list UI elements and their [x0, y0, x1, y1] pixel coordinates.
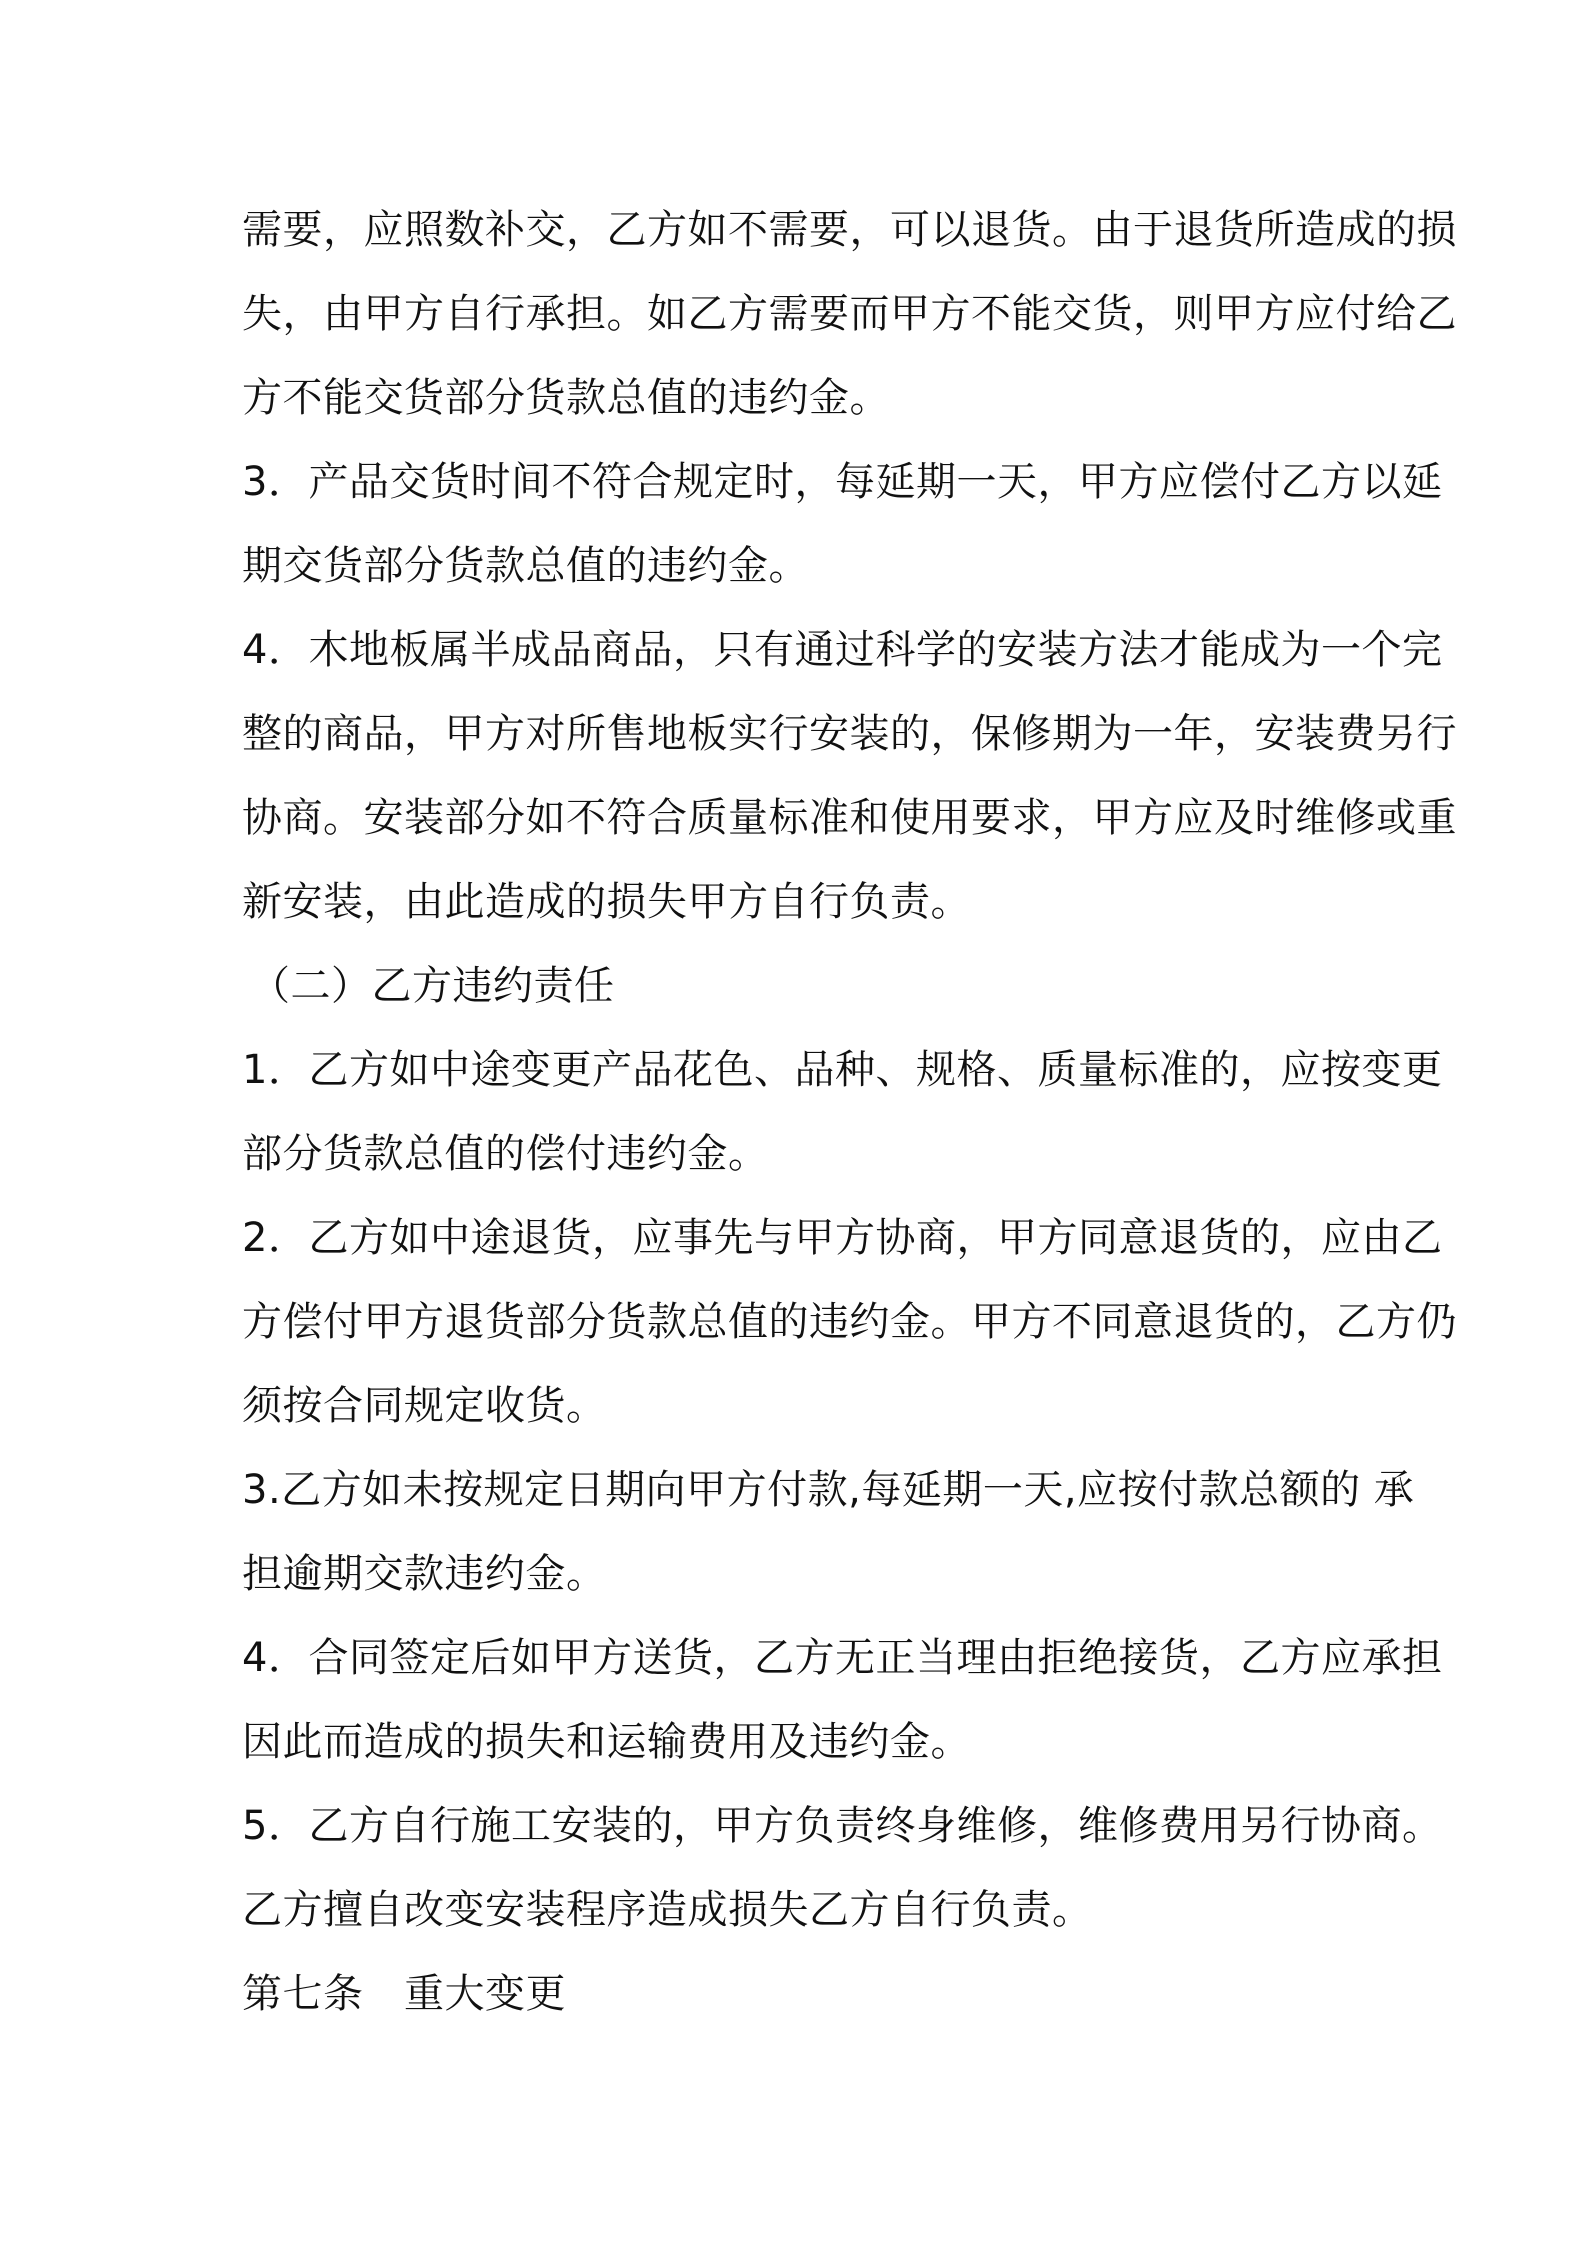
text-line: 乙方擅自改变安装程序造成损失乙方自行负责。 — [242, 1887, 1093, 1933]
text-line: 2．乙方如中途退货，应事先与甲方协商，甲方同意退货的，应由乙 — [242, 1215, 1443, 1261]
text-line: 协商。安装部分如不符合质量标准和使用要求，甲方应及时维修或重 — [242, 795, 1457, 841]
text-line: 5．乙方自行施工安装的，甲方负责终身维修，维修费用另行协商。 — [242, 1803, 1443, 1849]
text-line: 须按合同规定收货。 — [242, 1383, 607, 1429]
text-line: 因此而造成的损失和运输费用及违约金。 — [242, 1719, 971, 1765]
text-line: 4．合同签定后如甲方送货，乙方无正当理由拒绝接货，乙方应承担 — [242, 1635, 1443, 1681]
section-heading: （二）乙方违约责任 — [250, 963, 615, 1009]
text-line: 期交货部分货款总值的违约金。 — [242, 543, 809, 589]
text-line: 4．木地板属半成品商品，只有通过科学的安装方法才能成为一个完 — [242, 627, 1443, 673]
text-line: 部分货款总值的偿付违约金。 — [242, 1131, 769, 1177]
text-line: 方不能交货部分货款总值的违约金。 — [242, 375, 890, 421]
text-line: 1．乙方如中途变更产品花色、品种、规格、质量标准的，应按变更 — [242, 1047, 1443, 1093]
article-heading: 第七条 重大变更 — [242, 1971, 566, 2017]
text-line: 需要，应照数补交，乙方如不需要，可以退货。由于退货所造成的损 — [242, 207, 1457, 253]
text-line: 3．产品交货时间不符合规定时，每延期一天，甲方应偿付乙方以延 — [242, 459, 1443, 505]
text-line: 新安装，由此造成的损失甲方自行负责。 — [242, 879, 971, 925]
text-line: 方偿付甲方退货部分货款总值的违约金。甲方不同意退货的，乙方仍 — [242, 1299, 1457, 1345]
text-line: 担逾期交款违约金。 — [242, 1551, 607, 1597]
text-line: 失，由甲方自行承担。如乙方需要而甲方不能交货，则甲方应付给乙 — [242, 291, 1457, 337]
text-line: 3.乙方如未按规定日期向甲方付款,每延期一天,应按付款总额的 承 — [242, 1467, 1415, 1513]
text-line: 整的商品，甲方对所售地板实行安装的，保修期为一年，安装费另行 — [242, 711, 1457, 757]
